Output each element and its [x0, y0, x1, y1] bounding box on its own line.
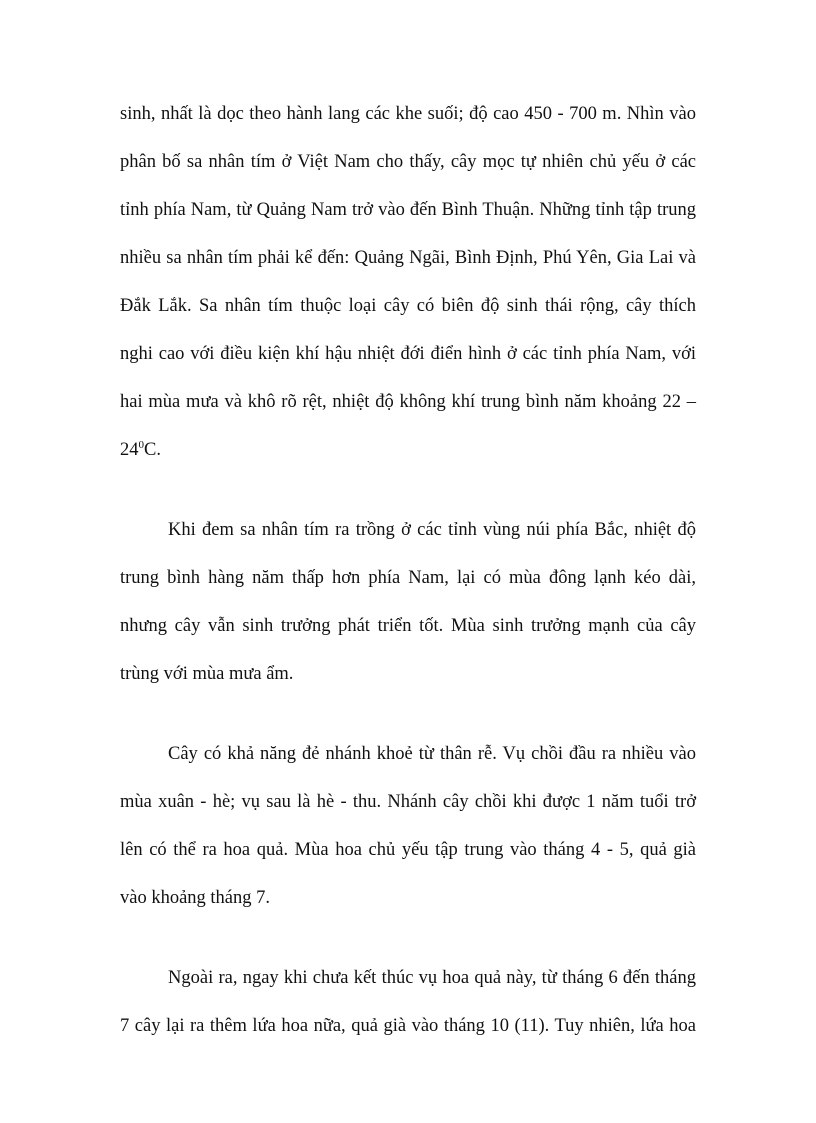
degree-superscript: 0: [138, 439, 144, 451]
paragraph-4-line-1: Ngoài ra, ngay khi chưa kết thúc vụ hoa quả này, từ tháng 6 đến tháng: [168, 968, 696, 988]
paragraph-1-line-3: tỉnh phía Nam, từ Quảng Nam trở vào đến Bình Thuận. Những tỉnh tập trung: [120, 200, 696, 220]
paragraph-3-line-1: Cây có khả năng đẻ nhánh khoẻ từ thân rễ. Vụ chồi đầu ra nhiều vào: [168, 744, 696, 764]
paragraph-3-line-2: mùa xuân - hè; vụ sau là hè - thu. Nhánh cây chồi khi được 1 năm tuổi trở: [120, 792, 696, 812]
paragraph-1-line-7: hai mùa mưa và khô rõ rệt, nhiệt độ không khí trung bình năm khoảng 22 –: [120, 392, 696, 412]
paragraph-1-line-5: Đắk Lắk. Sa nhân tím thuộc loại cây có biên độ sinh thái rộng, cây thích: [120, 296, 696, 316]
paragraph-1-line-6: nghi cao với điều kiện khí hậu nhiệt đới điển hình ở các tỉnh phía Nam, với: [120, 344, 696, 364]
paragraph-2-line-1: Khi đem sa nhân tím ra trồng ở các tỉnh vùng núi phía Bắc, nhiệt độ: [168, 520, 696, 540]
paragraph-1-line-4: nhiều sa nhân tím phải kể đến: Quảng Ngãi, Bình Định, Phú Yên, Gia Lai và: [120, 248, 696, 268]
paragraph-2-line-3: nhưng cây vẫn sinh trưởng phát triển tốt. Mùa sinh trưởng mạnh của cây: [120, 616, 696, 636]
temperature-unit: C.: [144, 440, 161, 460]
paragraph-1-line-8: [120, 438, 696, 462]
paragraph-1-line-2: phân bố sa nhân tím ở Việt Nam cho thấy, cây mọc tự nhiên chủ yếu ở các: [120, 152, 696, 172]
paragraph-1-line-1: sinh, nhất là dọc theo hành lang các khe suối; độ cao 450 - 700 m. Nhìn vào: [120, 104, 696, 124]
paragraph-2-line-2: trung bình hàng năm thấp hơn phía Nam, lại có mùa đông lạnh kéo dài,: [120, 568, 696, 588]
paragraph-4-line-2: 7 cây lại ra thêm lứa hoa nữa, quả già vào tháng 10 (11). Tuy nhiên, lứa hoa: [120, 1016, 696, 1036]
paragraph-2-line-4: trùng với mùa mưa ẩm.: [120, 664, 294, 684]
paragraph-3-line-3: lên có thể ra hoa quả. Mùa hoa chủ yếu tập trung vào tháng 4 - 5, quả già: [120, 840, 696, 860]
temperature-value: 24: [120, 440, 139, 460]
paragraph-3-line-4: vào khoảng tháng 7.: [120, 888, 271, 908]
